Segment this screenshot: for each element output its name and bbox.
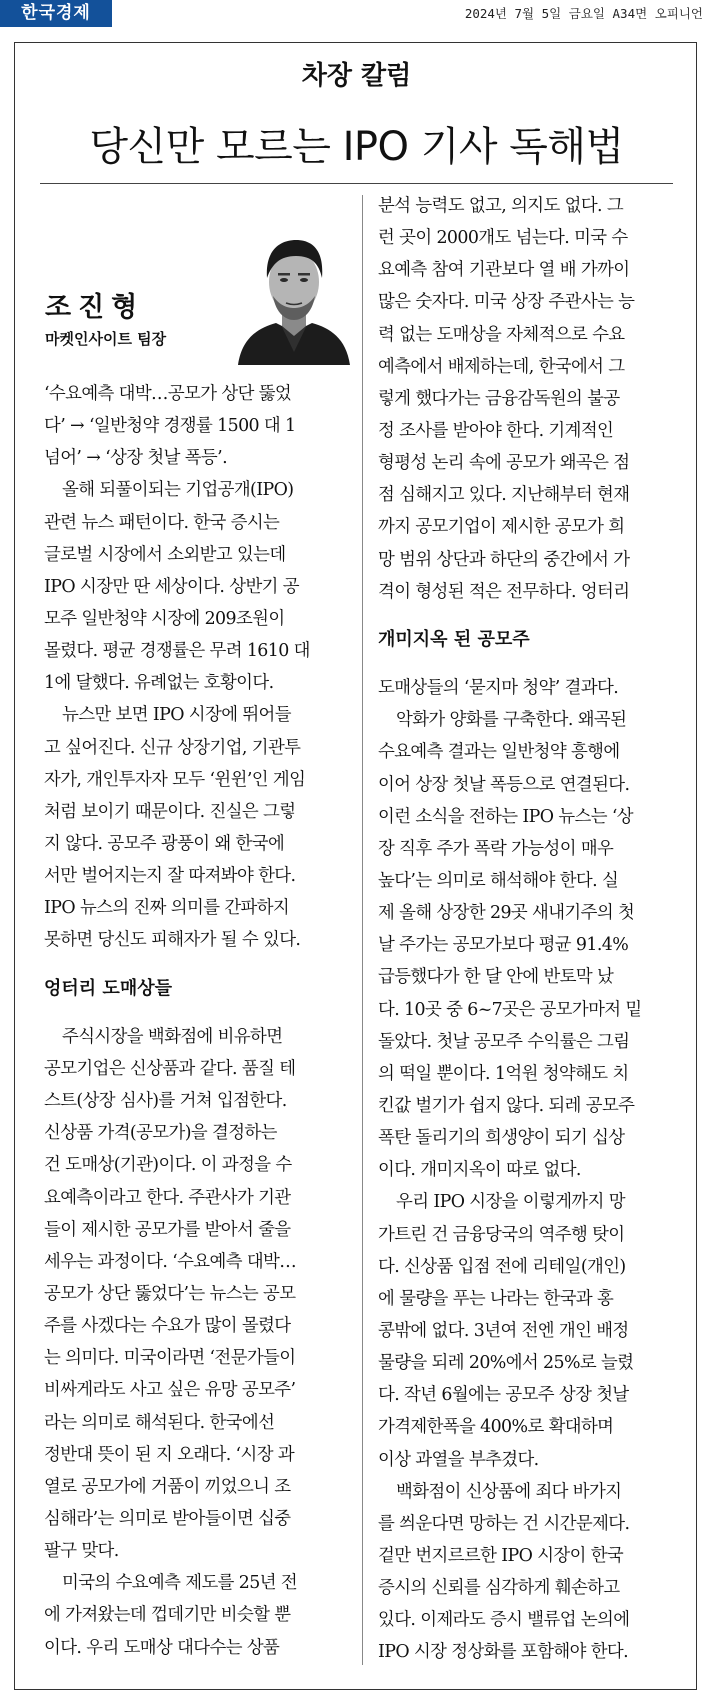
article-text-line: 에 가져왔는데 껍데기만 비슷할 뿐 xyxy=(44,1605,291,1626)
article-text-line: 모주 일반청약 시장에 209조원이 xyxy=(44,608,285,629)
article-text-line: 수요예측 결과는 일반청약 흥행에 xyxy=(378,742,620,763)
article-column-right xyxy=(378,190,680,1668)
author-name: 조진형 xyxy=(45,292,145,323)
article-text-line: 물량을 되레 20%에서 25%로 늘렸 xyxy=(378,1353,634,1374)
article-text-line: 망 범위 상단과 하단의 중간에서 가 xyxy=(378,549,630,570)
article-text-line: 심해라’는 의미로 받아들이면 십중 xyxy=(44,1508,291,1529)
article-text-line: 다. 신상품 입점 전에 리테일(개인) xyxy=(378,1256,626,1277)
article-text-line: 몰렸다. 평균 경쟁률은 무려 1610 대 xyxy=(44,641,310,662)
article-text-line: 이다. 우리 도매상 대다수는 상품 xyxy=(44,1637,280,1658)
article-text-line: 는 의미다. 미국이라면 ‘전문가들이 xyxy=(44,1348,296,1369)
article-text-line: 장 직후 주가 폭락 가능성이 매우 xyxy=(378,838,614,859)
column-divider xyxy=(362,195,363,1665)
article-text-line: 건 도매상(기관)이다. 이 과정을 수 xyxy=(44,1155,292,1176)
article-text-line: 겉만 번지르르한 IPO 시장이 한국 xyxy=(378,1545,624,1566)
article-text-line: 정 조사를 받아야 한다. 기계적인 xyxy=(378,420,614,441)
article-text-line: 다’ → ‘일반청약 경쟁률 1500 대 1 xyxy=(44,416,296,437)
article-text-line: 다. 10곳 중 6~7곳은 공모가마저 밑 xyxy=(378,999,642,1020)
article-text-line: 이어 상장 첫날 폭등으로 연결된다. xyxy=(378,774,630,795)
article-text-line: 의 떡일 뿐이다. 1억원 청약해도 치 xyxy=(378,1063,629,1084)
article-text-line: 올해 되풀이되는 기업공개(IPO) xyxy=(62,480,294,501)
article-text-line: 형평성 논리 속에 공모가 왜곡은 점 xyxy=(378,453,630,474)
article-text-line: 이런 소식을 전하는 IPO 뉴스는 ‘상 xyxy=(378,806,633,827)
article-text-line: 정반대 뜻이 된 지 오래다. ‘시장 과 xyxy=(44,1444,295,1465)
article-text-line: 자가, 개인투자자 모두 ‘윈윈’인 게임 xyxy=(44,769,306,790)
article-text-line: 주식시장을 백화점에 비유하면 xyxy=(62,1026,283,1047)
article-text-line: 렇게 했다가는 금융감독원의 불공 xyxy=(378,388,620,409)
article-text-line: 가트린 건 금융당국의 역주행 탓이 xyxy=(378,1224,625,1245)
article-text-line: 신상품 가격(공모가)을 결정하는 xyxy=(44,1123,277,1144)
headline-divider xyxy=(40,183,673,184)
article-text-line: 백화점이 신상품에 죄다 바가지 xyxy=(396,1481,622,1502)
article-text-line: 미국의 수요예측 제도를 25년 전 xyxy=(62,1573,298,1594)
article-text-line: 스트(상장 심사)를 거쳐 입점한다. xyxy=(44,1091,287,1112)
article-text-line: 넘어’ → ‘상장 첫날 폭등’. xyxy=(44,448,227,469)
article-text-line: 도매상들의 ‘묻지마 청약’ 결과다. xyxy=(378,678,619,699)
article-text-line: 폭탄 돌리기의 희생양이 되기 십상 xyxy=(378,1128,625,1149)
article-text-line: 공모가 상단 뚫었다’는 뉴스는 공모 xyxy=(44,1283,296,1304)
article-text-line: 세우는 과정이다. ‘수요예측 대박… xyxy=(44,1251,297,1272)
article-text-line: 1에 달했다. 유례없는 호황이다. xyxy=(44,673,274,694)
article-text-line: 있다. 이제라도 증시 밸류업 논의에 xyxy=(378,1610,630,1631)
article-text-line: 급등했다가 한 달 안에 반토막 났 xyxy=(378,967,614,988)
article-text-line: 날 주가는 공모가보다 평균 91.4% xyxy=(378,935,629,956)
article-text-line: 예측에서 배제하는데, 한국에서 그 xyxy=(378,356,625,377)
article-text-line: 뉴스만 보면 IPO 시장에 뛰어들 xyxy=(62,705,291,726)
article-column-left xyxy=(44,378,350,1664)
column-kicker: 차장 칼럼 xyxy=(301,61,412,91)
article-text-line: 런 곳이 2000개도 넘는다. 미국 수 xyxy=(378,228,628,249)
article-text-line: IPO 시장 정상화를 포함해야 한다. xyxy=(378,1642,629,1663)
article-text-line: 돌았다. 첫날 공모주 수익률은 그림 xyxy=(378,1031,630,1052)
author-portrait xyxy=(236,228,352,365)
article-text-line: 를 씌운다면 망하는 건 시간문제다. xyxy=(378,1513,630,1534)
article-text-line: 까지 공모기업이 제시한 공모가 희 xyxy=(378,517,625,538)
article-text-line: 많은 숫자다. 미국 상장 주관사는 능 xyxy=(378,292,635,313)
article-text-line: 서만 벌어지는지 잘 따져봐야 한다. xyxy=(44,866,296,887)
article-text-line: 글로벌 시장에서 소외받고 있는데 xyxy=(44,544,286,565)
article-text-line: 높다’는 의미로 해석해야 한다. 실 xyxy=(378,870,619,891)
article-text-line: 격이 형성된 적은 전무하다. 엉터리 xyxy=(378,581,630,602)
article-text-line: 제 올해 상장한 29곳 새내기주의 첫 xyxy=(378,903,635,924)
masthead-bar xyxy=(0,0,713,32)
section-subheading: 엉터리 도매상들 xyxy=(44,977,172,999)
article-text-line: 가격제한폭을 400%로 확대하며 xyxy=(378,1417,614,1438)
article-text-line: 요예측 참여 기관보다 열 배 가까이 xyxy=(378,260,630,281)
article-text-line: 우리 IPO 시장을 이렇게까지 망 xyxy=(396,1192,625,1213)
article-text-line: 악화가 양화를 구축한다. 왜곡된 xyxy=(396,710,627,731)
article-text-line: 분석 능력도 없고, 의지도 없다. 그 xyxy=(378,196,624,216)
article-text-line: 지 않다. 공모주 광풍이 왜 한국에 xyxy=(44,833,285,854)
article-text-line: 주를 사겠다는 수요가 많이 몰렸다 xyxy=(44,1316,291,1337)
article-text-line: 이다. 개미지옥이 따로 없다. xyxy=(378,1160,581,1181)
article-text-line: ‘수요예측 대박…공모가 상단 뚫었 xyxy=(44,384,292,404)
article-text-line: 라는 의미로 해석된다. 한국에선 xyxy=(44,1412,275,1433)
newspaper-logo: 한국경제 xyxy=(0,0,112,27)
article-text-line: IPO 시장만 딴 세상이다. 상반기 공 xyxy=(44,576,299,597)
article-text-line: 고 싶어진다. 신규 상장기업, 기관투 xyxy=(44,737,301,758)
article-text-line: 증시의 신뢰를 심각하게 훼손하고 xyxy=(378,1578,620,1599)
dateline: 2024년 7월 5일 금요일 A34면 오피니언 xyxy=(464,6,703,21)
article-text-line: 요예측이라고 한다. 주관사가 기관 xyxy=(44,1187,291,1208)
article-text-line: 비싸게라도 사고 싶은 유망 공모주’ xyxy=(44,1380,296,1401)
article-text-line: 관련 뉴스 패턴이다. 한국 증시는 xyxy=(44,512,280,533)
article-text-line: 열로 공모가에 거품이 끼었으니 조 xyxy=(44,1476,291,1497)
article-headline: 당신만 모르는 IPO 기사 독해법 xyxy=(89,124,624,170)
article-text-line: 못하면 당신도 피해자가 될 수 있다. xyxy=(44,930,301,951)
article-text-line: 킨값 벌기가 쉽지 않다. 되레 공모주 xyxy=(378,1095,635,1116)
article-text-line: 들이 제시한 공모가를 받아서 줄을 xyxy=(44,1219,291,1240)
article-text-line: 이상 과열을 부추겼다. xyxy=(378,1449,539,1470)
article-text-line: 팔구 맞다. xyxy=(44,1541,119,1562)
article-text-line: IPO 뉴스의 진짜 의미를 간파하지 xyxy=(44,898,290,919)
article-text-line: 콩밖에 없다. 3년여 전엔 개인 배정 xyxy=(378,1320,629,1341)
article-text-line: 점 심해지고 있다. 지난해부터 현재 xyxy=(378,485,630,506)
section-subheading: 개미지옥 된 공모주 xyxy=(378,628,530,650)
author-title: 마켓인사이트 팀장 xyxy=(45,330,167,348)
article-text-line: 에 물량을 푸는 나라는 한국과 홍 xyxy=(378,1288,614,1309)
article-text-line: 력 없는 도매상을 자체적으로 수요 xyxy=(378,324,625,345)
article-text-line: 다. 작년 6월에는 공모주 상장 첫날 xyxy=(378,1385,629,1406)
article-text-line: 공모기업은 신상품과 같다. 품질 테 xyxy=(44,1058,296,1079)
article-text-line: 처럼 보이기 때문이다. 진실은 그렇 xyxy=(44,801,296,822)
